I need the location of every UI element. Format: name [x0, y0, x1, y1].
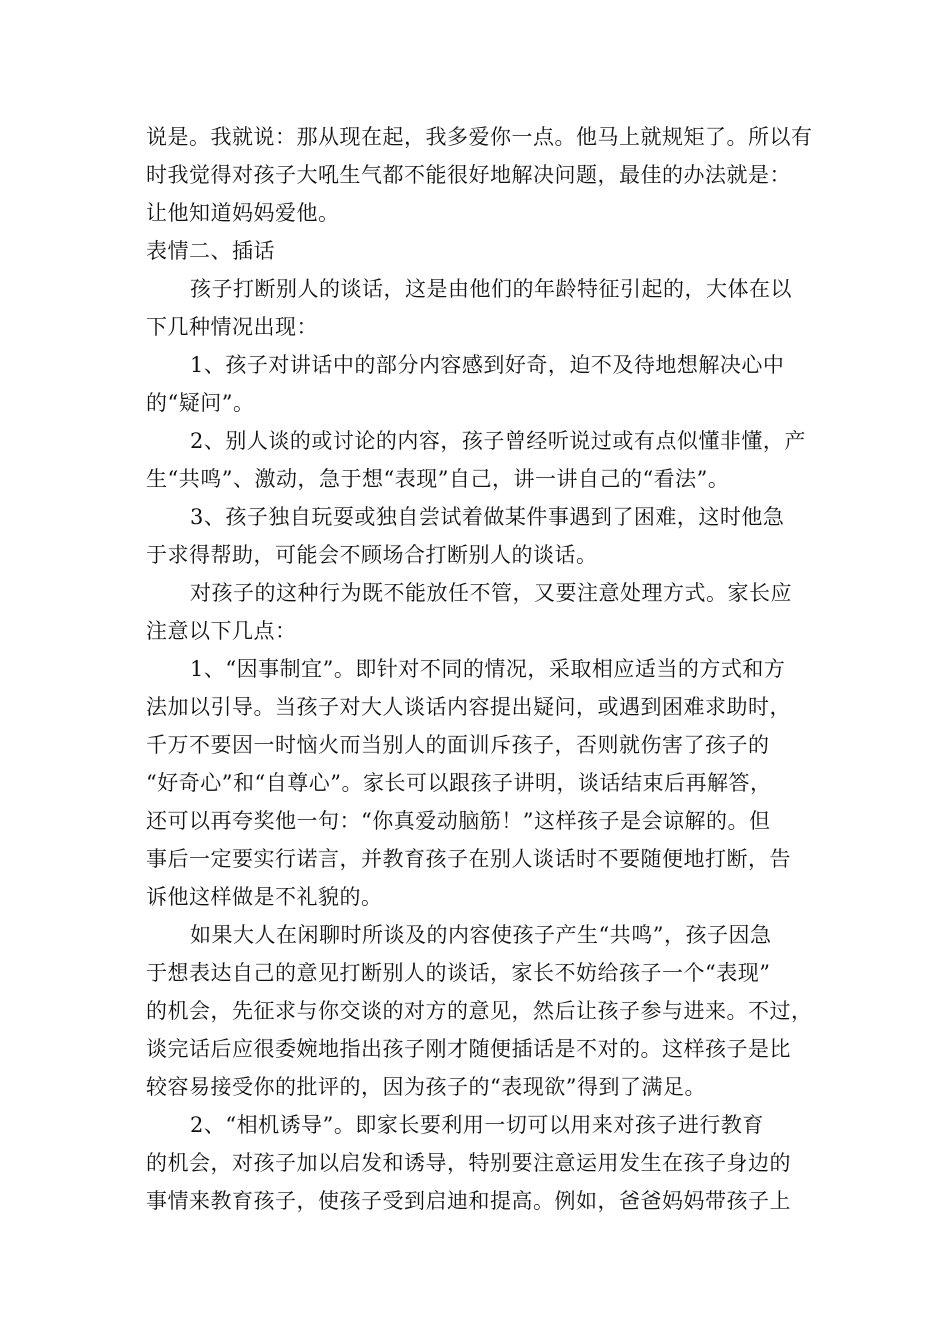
text-line: 让他知道妈妈爱他。 — [146, 201, 340, 225]
text-line: 对孩子的这种行为既不能放任不管，又要注意处理方式。家长应 — [190, 581, 792, 605]
text-line: 于求得帮助，可能会不顾场合打断别人的谈话。 — [146, 543, 598, 567]
text-line: 的机会，对孩子加以启发和诱导，特别要注意运用发生在孩子身边的 — [146, 1151, 791, 1175]
text-line: 于想表达自己的意见打断别人的谈话，家长不妨给孩子一个“表现” — [146, 961, 771, 985]
text-line: “好奇心”和“自尊心”。家长可以跟孩子讲明，谈话结束后再解答， — [146, 771, 772, 795]
text-line: 1、“因事制宜”。即针对不同的情况，采取相应适当的方式和方 — [190, 657, 786, 681]
text-line: 下几种情况出现： — [146, 315, 318, 339]
document-body — [146, 118, 814, 1220]
text-line: 2、别人谈的或讨论的内容，孩子曾经听说过或有点似懂非懂，产 — [190, 429, 806, 453]
text-line: 还可以再夸奖他一句：“你真爱动脑筋！”这样孩子是会谅解的。但 — [146, 809, 771, 833]
text-line: 诉他这样做是不礼貌的。 — [146, 885, 383, 909]
text-line: 千万不要因一时恼火而当别人的面训斥孩子，否则就伤害了孩子的 — [146, 733, 770, 757]
text-line: 的机会，先征求与你交谈的对方的意见，然后让孩子参与进来。不过， — [146, 999, 813, 1023]
text-line: 事情来教育孩子，使孩子受到启迪和提高。例如，爸爸妈妈带孩子上 — [146, 1189, 791, 1213]
text-line: 较容易接受你的批评的，因为孩子的“表现欲”得到了满足。 — [146, 1075, 706, 1099]
text-line: 生“共鸣”、激动，急于想“表现”自己，讲一讲自己的“看法”。 — [146, 467, 730, 491]
text-line: 事后一定要实行诺言，并教育孩子在别人谈话时不要随便地打断，告 — [146, 847, 791, 871]
text-line: 的“疑问”。 — [146, 391, 255, 415]
text-line: 时我觉得对孩子大吼生气都不能很好地解决问题，最佳的办法就是： — [146, 163, 791, 187]
text-line: 说是。我就说：那从现在起，我多爱你一点。他马上就规矩了。所以有 — [146, 125, 813, 149]
text-line: 法加以引导。当孩子对大人谈话内容提出疑问，或遇到困难求助时， — [146, 695, 791, 719]
text-line: 如果大人在闲聊时所谈及的内容使孩子产生“共鸣”，孩子因急 — [190, 923, 772, 947]
text-line: 孩子打断别人的谈话，这是由他们的年龄特征引起的，大体在以 — [190, 277, 792, 301]
section-heading: 表情二、插话 — [146, 239, 275, 263]
text-line: 谈完话后应很委婉地指出孩子刚才随便插话是不对的。这样孩子是比 — [146, 1037, 791, 1061]
text-line: 1、孩子对讲话中的部分内容感到好奇，迫不及待地想解决心中 — [190, 353, 785, 377]
text-line: 3、孩子独自玩耍或独自尝试着做某件事遇到了困难，这时他急 — [190, 505, 785, 529]
text-line: 注意以下几点： — [146, 619, 297, 643]
text-line: 2、“相机诱导”。即家长要利用一切可以用来对孩子进行教育 — [190, 1113, 764, 1137]
